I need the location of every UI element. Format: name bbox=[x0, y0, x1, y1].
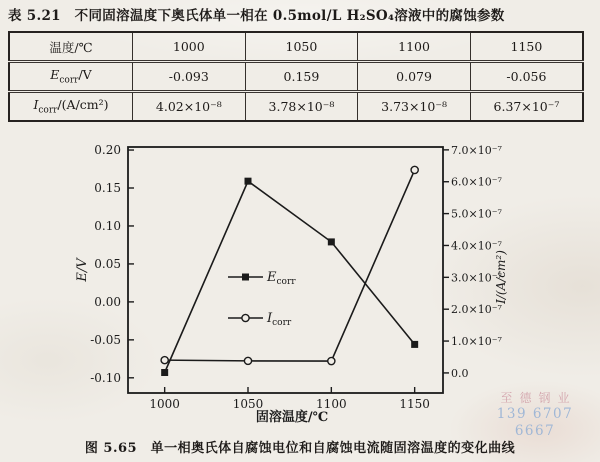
icorr-cell: 4.02×10⁻⁸ bbox=[133, 92, 246, 122]
svg-text:1.0×10⁻⁷: 1.0×10⁻⁷ bbox=[451, 335, 502, 349]
watermark-company: 至德钢业 bbox=[500, 391, 577, 405]
svg-text:0.00: 0.00 bbox=[94, 294, 121, 309]
dual-axis-line-chart bbox=[0, 130, 600, 430]
ecorr-cell: 0.159 bbox=[245, 62, 358, 92]
svg-text:0.10: 0.10 bbox=[94, 218, 121, 233]
svg-text:3.0×10⁻⁷: 3.0×10⁻⁷ bbox=[451, 271, 502, 285]
svg-text:4.0×10⁻⁷: 4.0×10⁻⁷ bbox=[451, 239, 502, 253]
svg-text:0.0: 0.0 bbox=[451, 366, 469, 380]
row-label-ecorr bbox=[9, 62, 133, 92]
svg-text:1050: 1050 bbox=[232, 397, 264, 411]
svg-text:5.0×10⁻⁷: 5.0×10⁻⁷ bbox=[451, 207, 502, 221]
svg-text:E/V: E/V bbox=[75, 258, 90, 282]
icorr-cell: 3.73×10⁻⁸ bbox=[358, 92, 471, 122]
svg-text:0.15: 0.15 bbox=[94, 181, 121, 195]
ecorr-symbol: E bbox=[50, 67, 60, 83]
table-row-temperature bbox=[9, 32, 583, 62]
row-label-icorr bbox=[9, 92, 133, 122]
watermark bbox=[474, 391, 596, 440]
svg-text:7.0×10⁻⁷: 7.0×10⁻⁷ bbox=[451, 143, 502, 157]
table-row-icorr bbox=[9, 92, 583, 122]
svg-text:6.0×10⁻⁷: 6.0×10⁻⁷ bbox=[451, 175, 502, 189]
svg-text:0.05: 0.05 bbox=[94, 256, 121, 271]
svg-text:1100: 1100 bbox=[316, 397, 347, 411]
icorr-cell: 3.78×10⁻⁸ bbox=[245, 92, 358, 122]
svg-text:1000: 1000 bbox=[149, 397, 180, 411]
svg-text:1150: 1150 bbox=[399, 397, 430, 411]
svg-text:I/(A/cm²): I/(A/cm²) bbox=[494, 250, 508, 304]
table-title: 表 5.21 不同固溶温度下奥氏体单一相在 0.5mol/L H₂SO₄溶液中的腐蚀参数 bbox=[8, 8, 505, 24]
figure-caption: 图 5.65 单一相奥氏体自腐蚀电位和自腐蚀电流随固溶温度的变化曲线 bbox=[84, 441, 516, 456]
icorr-unit: /(A/cm²) bbox=[57, 97, 109, 113]
table-row-ecorr bbox=[9, 62, 583, 92]
corrosion-parameters-table bbox=[8, 31, 584, 122]
ecorr-subscript: corr bbox=[59, 75, 79, 86]
temperature-cell: 1050 bbox=[245, 32, 358, 62]
icorr-subscript: corr bbox=[38, 105, 58, 116]
icorr-symbol: I bbox=[33, 97, 39, 113]
temperature-cell: 1000 bbox=[133, 32, 246, 62]
row-label-temperature: 温度/℃ bbox=[9, 32, 133, 62]
svg-text:2.0×10⁻⁷: 2.0×10⁻⁷ bbox=[451, 303, 502, 317]
svg-text:Icorr: $I_{corr}$ bbox=[267, 311, 292, 328]
ecorr-cell: -0.093 bbox=[133, 62, 246, 92]
svg-text:Ecorr: $E_{corr}$ bbox=[267, 270, 296, 287]
ecorr-cell: 0.079 bbox=[358, 62, 471, 92]
watermark-phone: 139 6707 6667 bbox=[496, 406, 574, 439]
svg-text:-0.10: -0.10 bbox=[90, 370, 121, 385]
svg-text:0.20: 0.20 bbox=[94, 143, 121, 158]
icorr-cell: 6.37×10⁻⁷ bbox=[470, 92, 583, 122]
temperature-cell: 1150 bbox=[470, 32, 583, 62]
temperature-cell: 1100 bbox=[358, 32, 471, 62]
svg-text:-0.05: -0.05 bbox=[90, 332, 121, 347]
ecorr-unit: /V bbox=[78, 67, 92, 83]
ecorr-cell: -0.056 bbox=[470, 62, 583, 92]
svg-text:固溶温度/℃: 固溶温度/℃ bbox=[255, 410, 329, 425]
